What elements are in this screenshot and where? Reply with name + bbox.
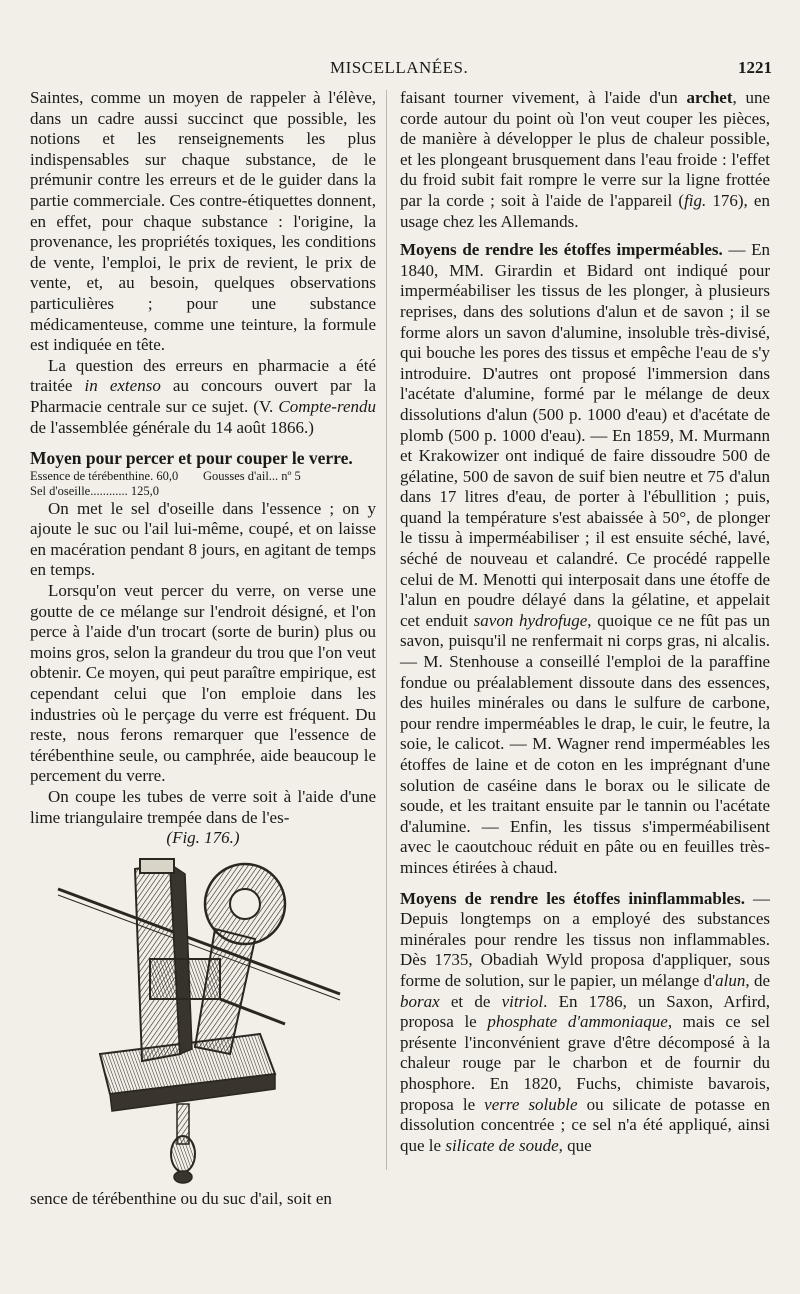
running-title: MISCELLANÉES. xyxy=(330,58,469,77)
recipe-row-1 xyxy=(30,469,376,484)
glass-cutting-apparatus-icon xyxy=(30,849,376,1189)
paragraph-cutting-continued: sence de térébenthine ou du suc d'ail, soit en xyxy=(30,1188,332,1208)
recipe-item: Sel d'oseille............ 125,0 xyxy=(30,483,159,498)
paragraph-piercing: Lorsqu'on veut percer du verre, on verse une goutte de ce mélange sur l'endroit désigné, et l'on perce à l'aide d'un trocart (sorte de burin) plus ou moins gros, selon la grandeur du trou que l'on veut obtenir. Ce moyen, qui peut paraître empirique, est cependant celui que l'on emploie dans les industries où le perçage du verre est fréquent. Du reste, nous ferons remarquer que l'essence de térébenthine seule, ou camphrée, aide beaucoup le percement du verre. xyxy=(30,581,376,786)
paragraph-errors: La question des erreurs en pharmacie a été traitée in extenso au concours ouvert par la Pharmacie centrale sur ce sujet. (V. Compte-rendu de l'assemblée générale du 14 août 1866.) xyxy=(30,355,377,437)
running-head xyxy=(0,58,800,82)
recipe-row-2 xyxy=(30,484,376,499)
recipe-item: Essence de térébenthine. 60,0 xyxy=(30,468,179,483)
section-fireproofing: Moyens de rendre les étoffes ininflammables. — Depuis longtemps on a employé des substances minérales pour rendre les tissus non inflammables. Dès 1735, Obadiah Wyld proposa d'appliquer, sous forme de solution, sur le papier, un mélange d'alun, de borax et de vitriol. En 1786, un Saxon, Arfird, proposa le phosphate d'ammoniaque, mais ce sel présente l'inconvénient grave d'être décomposé à la chaleur rouge par le charbon et de fournir du phosphore. En 1820, Fuchs, chimiste bavarois, proposa le verre soluble ou silicate de potasse en dissolution concentrée ; ce sel n'a été appliqué, ainsi que le silicate de soude, que xyxy=(400,888,771,1155)
section-heading-glass: Moyen pour percer et pour couper le verre. xyxy=(30,448,353,469)
figure-176 xyxy=(30,849,376,1189)
paragraph-cutting: On coupe les tubes de verre soit à l'aide d'une lime triangulaire trempée dans de l'es- xyxy=(30,787,376,827)
figure-caption: (Fig. 176.) xyxy=(166,828,240,848)
paragraph-method: On met le sel d'oseille dans l'essence ; on y ajoute le suc ou l'ail lui-même, coupé, et on laisse en macération pendant 8 jours, en agitant de temps en temps. xyxy=(30,498,376,580)
page-number: 1221 xyxy=(738,58,772,77)
left-column xyxy=(30,88,376,1209)
right-column xyxy=(400,88,770,1156)
column-divider xyxy=(386,90,387,1170)
paragraph-continued: Saintes, comme un moyen de rappeler à l'élève, dans un cadre aussi succinct que possible, les notions et les renseignements les plus indispensables sur chaque substance, de le prémunir contre les erreurs et de le guider dans la partie commerciale. Ces contre-étiquettes donnent, en effet, pour chaque substance : l'origine, la provenance, les propriétés toxiques, les conditions de vente, l'emploi, le prix de revient, le prix de vente, et, au besoin, quelques observations particulières ; pour une substance médicamenteuse, comme une teinture, la formule est indiquée en tête. xyxy=(30,88,376,355)
paragraph-bow: faisant tourner vivement, à l'aide d'un archet, une corde autour du point où l'on veut couper les pièces, de manière à développer le plus de chaleur possible, et les plongeant brusquement dans l'eau froide : l'effet du froid subit fait rompre le verre sur la ligne frottée par la corde ; soit à l'aide de l'appareil (fig. 176), en usage chez les Allemands. xyxy=(400,88,771,231)
section-heading-fireproofing: Moyens de rendre les étoffes ininflammables. xyxy=(400,888,745,908)
recipe-item: Gousses d'ail... nº 5 xyxy=(203,468,301,483)
section-waterproofing: Moyens de rendre les étoffes imperméables. — En 1840, MM. Girardin et Bidard ont indiqué pour imperméabiliser les tissus de les plonger, à plusieurs reprises, dans des solutions d'alun et de savon ; il se forme alors un savon d'alumine, insoluble très-divisé, qui bouche les pores des tissus et empêche l'eau de s'y introduire. D'autres ont proposé l'immersion dans l'acétate d'alumine, formé par le mélange de deux dissolutions d'alun (500 p. 1000 d'eau) et d'acétate de plomb (500 p. 1000 d'eau). — En 1859, M. Murmann et Krakowizer ont indiqué de faire dissoudre 500 de gélatine, 500 de savon de suif bien neutre et 75 d'alun dans 17 litres d'eau, de porter à l'ébullition ; puis, quand la température s'est abaissée à 50°, de plonger le tissu à imperméabiliser ; il est ensuite séché, lavé, séché de nouveau et calandré. Ce procédé rappelle celui de M. Menotti qui interposait dans une étoffe de l'alun en poudre délayé dans la gélatine, et appelait cet enduit savon hydrofuge, quoique ce ne fût pas un savon, puisqu'il ne renfermait ni corps gras, ni alcalis. — M. Stenhouse a conseillé l'emploi de la paraffine fondue ou préalablement dissoute dans des essences, des huiles minérales ou dans le sulfure de carbone, pour rendre imperméables le drap, le cuir, le feutre, la soie, le calicot. — M. Wagner rend imperméables les étoffes de laine et de coton en les imprégnant d'une solution de caséine dans le borax ou le silicate de soude, et les traitant ensuite par le tannin ou l'acétate d'alumine. — Enfin, les tissus s'imperméabilisent avec le caoutchouc réduit en pâte ou en feuilles très-minces étirées à chaud. xyxy=(400,240,771,877)
section-heading-waterproofing: Moyens de rendre les étoffes imperméables. xyxy=(400,240,723,260)
